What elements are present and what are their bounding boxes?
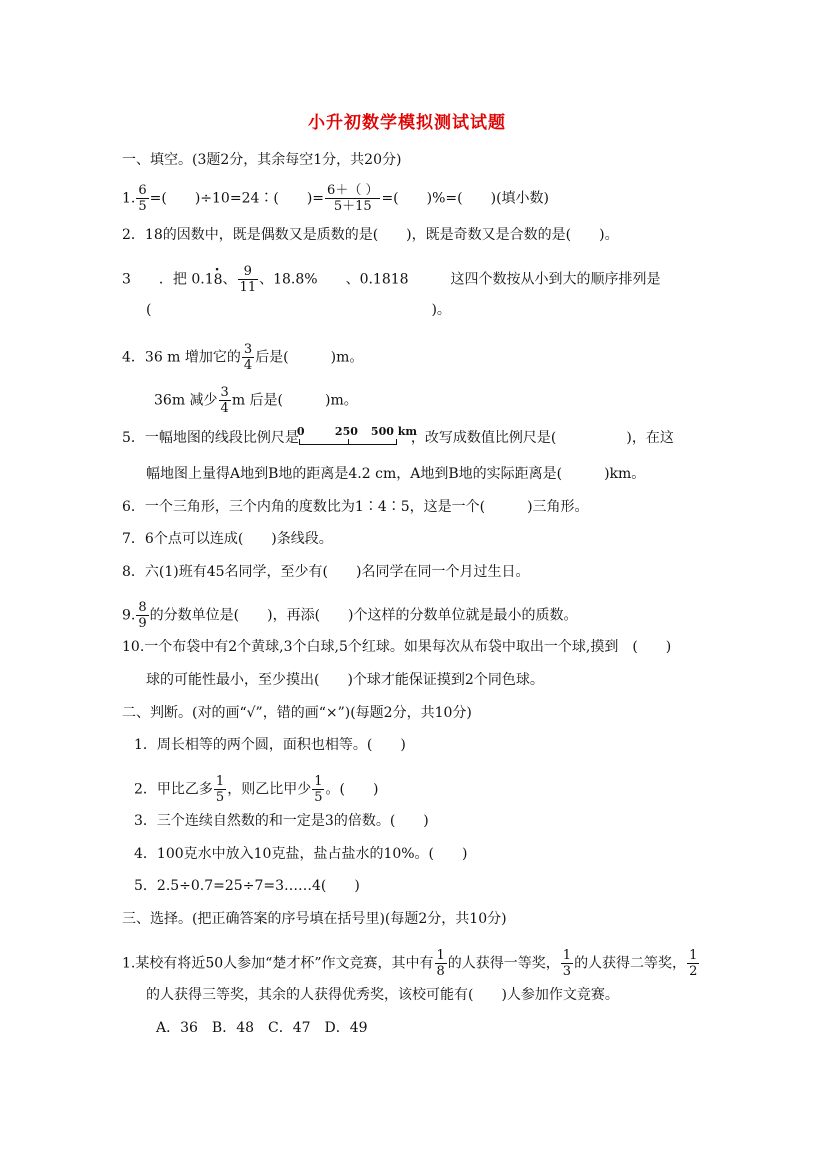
question-text: 、 xyxy=(222,271,237,288)
fraction: $\frac{1}{5}$ xyxy=(215,774,225,805)
question-1-10: 10.一个布袋中有2个黄球,3个白球,5个红球。如果每次从布袋中取出一个球,摸到 ( ) xyxy=(122,639,672,655)
fraction: $\frac{1}{2}$ xyxy=(689,948,698,979)
question-1-7: 7．6个点可以连成( )条线段。 xyxy=(122,531,333,547)
question-1-8: 8．六(1)班有45名同学，至少有( )名同学在同一个月过生日。 xyxy=(122,564,530,580)
question-1-2: 2．18的因数中，既是偶数又是质数的是( )，既是奇数又是合数的是( )。 xyxy=(122,227,619,243)
fraction: $\frac{1}{8}$ xyxy=(436,948,445,979)
fraction: $\frac{1}{3}$ xyxy=(562,948,572,979)
line-scale xyxy=(296,425,417,448)
question-2-1: 1．周长相等的两个圆，面积也相等。( ) xyxy=(134,737,406,753)
question-3-1-options: A．36 B．48 C．47 D．49 xyxy=(156,1020,368,1036)
question-text: 的人获得二等奖， xyxy=(574,955,687,972)
question-text: 、18.8% 、0.1818 这四个数按从小到大的顺序排列是 xyxy=(259,271,661,288)
page-title: 小升初数学模拟测试试题 xyxy=(308,113,506,133)
fraction: $\frac{1}{5}$ xyxy=(314,774,323,805)
question-text: 2．甲比乙多 xyxy=(134,781,213,798)
question-text: 36m 减少 xyxy=(154,392,218,409)
section-heading-true-false: 二、判断。(对的画“√”，错的画“×”)(每题2分，共10分) xyxy=(122,705,472,721)
question-text: 4．36 m 增加它的 xyxy=(122,349,241,366)
scale-label: 0 xyxy=(296,425,305,438)
question-1-9 xyxy=(122,600,578,631)
question-text: 。( ) xyxy=(325,781,379,798)
question-1-3-line2: ( )。 xyxy=(146,302,451,318)
question-text: ，则乙比甲少 xyxy=(227,781,312,798)
question-text: ，改写成数值比例尺是( )，在这 xyxy=(410,430,674,446)
question-text: 5．一幅地图的线段比例尺是 xyxy=(122,430,299,446)
question-number: 9. xyxy=(122,607,136,624)
question-text: 3 ．把 0.1 xyxy=(122,271,214,288)
question-1-6: 6．一个三角形，三个内角的度数比为1∶4∶5，这是一个( )三角形。 xyxy=(122,499,589,515)
repeating-digit: · 8 xyxy=(214,272,223,288)
question-1-1 xyxy=(122,183,549,214)
question-1-10-line2: 球的可能性最小，至少摸出( )个球才能保证摸到2个同色球。 xyxy=(146,672,544,688)
question-text: m 后是( )m。 xyxy=(231,392,358,409)
scale-label: 500 km xyxy=(370,425,417,438)
question-text: 后是( )m。 xyxy=(255,349,364,366)
question-2-5: 5．2.5÷0.7=25÷7=3……4( ) xyxy=(134,878,360,894)
section-heading-fill-in: 一、填空。(3题2分，其余每空1分，共20分) xyxy=(122,152,402,168)
scale-label: 250 xyxy=(334,425,358,438)
question-1-4-line2 xyxy=(154,385,358,416)
fraction: $\frac{6}{5}$ xyxy=(138,183,147,214)
question-number: 1. xyxy=(122,190,136,207)
fraction: $\frac{8}{9}$ xyxy=(138,600,147,631)
question-1-5 xyxy=(122,425,674,448)
question-1-3 xyxy=(122,264,661,295)
question-1-5-line2: 幅地图上量得A地到B地的距离是4.2 cm，A地到B地的实际距离是( )km。 xyxy=(146,466,646,482)
question-text: 1.某校有将近50人参加“楚才杯”作文竞赛，其中有 xyxy=(122,955,434,972)
question-3-1-line2: 的人获得三等奖，其余的人获得优秀奖，该校可能有( )人参加作文竞赛。 xyxy=(146,987,619,1003)
fraction: $\frac{3}{4}$ xyxy=(220,385,229,416)
question-3-1 xyxy=(122,948,700,979)
question-2-4: 4．100克水中放入10克盐，盐占盐水的10%。( ) xyxy=(134,846,468,862)
fraction: $\frac{6+( )}{5+15}$ xyxy=(327,183,379,214)
section-heading-multiple-choice: 三、选择。(把正确答案的序号填在括号里)(每题2分，共10分) xyxy=(122,911,507,927)
question-2-2 xyxy=(134,774,378,805)
question-text: =( )÷10=24∶( )= xyxy=(149,190,325,207)
question-text: 的分数单位是( )，再添( )个这样的分数单位就是最小的质数。 xyxy=(149,607,578,624)
question-text: 的人获得一等奖， xyxy=(447,955,560,972)
question-1-4 xyxy=(122,342,363,373)
question-2-3: 3．三个连续自然数的和一定是3的倍数。( ) xyxy=(134,813,429,829)
fraction: $\frac{3}{4}$ xyxy=(243,342,253,373)
question-text: =( )%=( )(填小数) xyxy=(381,190,549,207)
fraction: $\frac{9}{11}$ xyxy=(239,264,257,295)
